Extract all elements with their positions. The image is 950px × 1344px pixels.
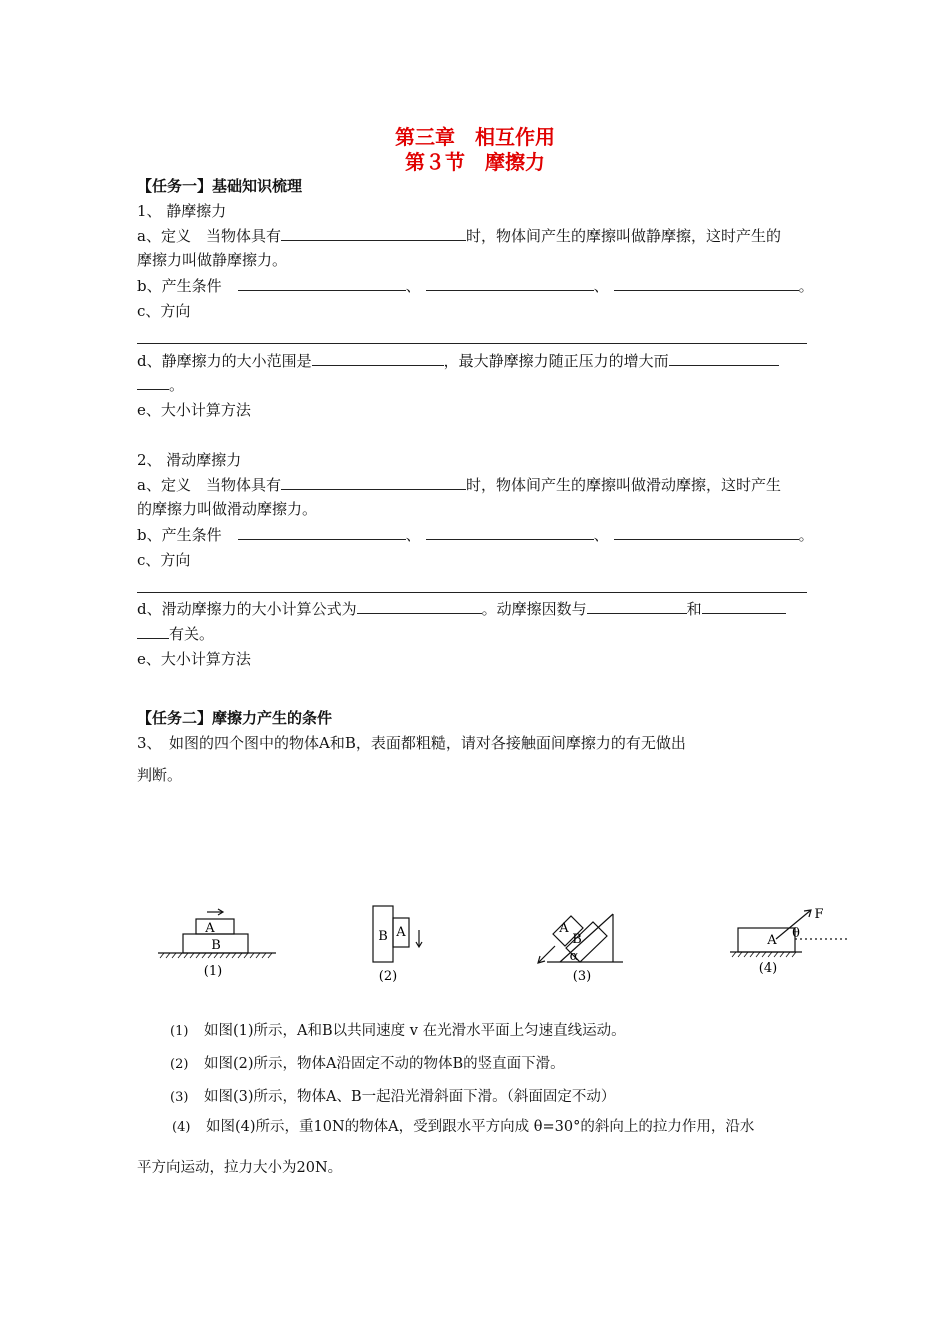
blank[interactable] — [669, 351, 779, 366]
blank[interactable] — [238, 276, 406, 291]
answer-line[interactable] — [137, 343, 807, 344]
blank[interactable] — [614, 525, 799, 540]
figure-4 — [730, 910, 848, 957]
angle-alpha-label: α — [569, 949, 579, 964]
item-number: (4) — [172, 1120, 191, 1135]
block-b-label: B — [378, 929, 388, 944]
sliding-calc: e、大小计算方法 — [137, 650, 251, 668]
label: b、产生条件 — [137, 277, 222, 295]
blank[interactable] — [137, 375, 169, 390]
list-item — [170, 1019, 626, 1040]
blank[interactable] — [312, 351, 444, 366]
static-definition-cont: 摩擦力叫做静摩擦力。 — [137, 251, 288, 269]
sep: 。 — [798, 526, 814, 544]
blank[interactable] — [281, 475, 466, 490]
figure-4-caption: (4) — [758, 961, 778, 976]
static-conditions — [137, 276, 814, 296]
blank[interactable] — [137, 624, 169, 639]
static-definition — [137, 226, 781, 246]
section-title: 第３节 摩擦力 — [405, 150, 545, 174]
blank[interactable] — [614, 276, 799, 291]
item-text: 如图(4)所示，重10N的物体A，受到跟水平方向成 θ=30°的斜向上的拉力作用，沿水 — [206, 1119, 755, 1135]
answer-line[interactable] — [137, 592, 807, 593]
sep: 、 — [405, 526, 421, 544]
label: a、定义 当物体具有 — [137, 476, 281, 494]
figure-1-caption: (1) — [203, 964, 223, 979]
item-text: 如图(1)所示，A和B以共同速度 v 在光滑水平面上匀速直线运动。 — [204, 1023, 626, 1039]
static-direction: c、方向 — [137, 302, 191, 320]
label: 有关。 — [169, 625, 215, 643]
label: 时，物体间产生的摩擦叫做静摩擦，这时产生的 — [465, 227, 781, 245]
static-range-cont — [137, 375, 184, 395]
chapter-title: 第三章 相互作用 — [395, 125, 555, 149]
block-a-label: A — [205, 921, 215, 936]
sliding-conditions — [137, 525, 814, 545]
list-item — [170, 1052, 565, 1073]
item-number: (1) — [170, 1024, 189, 1039]
sliding-formula — [137, 599, 786, 619]
sep: 、 — [405, 277, 421, 295]
blank[interactable] — [587, 599, 687, 614]
blank[interactable] — [426, 276, 594, 291]
question-3-cont: 判断。 — [137, 766, 183, 784]
list-item — [172, 1115, 754, 1136]
figure-3-caption: (3) — [572, 969, 592, 984]
blank[interactable] — [702, 599, 786, 614]
question-3: 3、 如图的四个图中的物体A和B，表面都粗糙，请对各接触面间摩擦力的有无做出 — [137, 734, 686, 752]
label: 时，物体间产生的摩擦叫做滑动摩擦，这时产生 — [465, 476, 781, 494]
block-b-label: B — [572, 932, 582, 947]
item-text: 如图(2)所示，物体A沿固定不动的物体B的竖直面下滑。 — [204, 1056, 565, 1072]
friction-figures — [150, 900, 870, 990]
label: a、定义 当物体具有 — [137, 227, 281, 245]
sep: 、 — [593, 277, 609, 295]
block-a-label: A — [767, 933, 777, 948]
sliding-direction: c、方向 — [137, 551, 191, 569]
label: b、产生条件 — [137, 526, 222, 544]
static-range — [137, 351, 779, 371]
angle-theta-label: θ — [792, 926, 800, 941]
sep: 。 — [798, 277, 814, 295]
static-calc: e、大小计算方法 — [137, 401, 251, 419]
label: 。 — [169, 376, 185, 394]
sliding-formula-cont — [137, 624, 214, 644]
label: 。动摩擦因数与 — [481, 600, 587, 618]
item-number: (3) — [170, 1090, 189, 1105]
sliding-friction-title: 2、 滑动摩擦力 — [137, 451, 242, 469]
list-item — [170, 1085, 615, 1106]
label: ，最大静摩擦力随正压力的增大而 — [443, 352, 669, 370]
blank[interactable] — [238, 525, 406, 540]
sliding-definition — [137, 475, 781, 495]
item-text: 如图(3)所示，物体A、B一起沿光滑斜面下滑。（斜面固定不动） — [204, 1089, 616, 1105]
blank[interactable] — [357, 599, 482, 614]
block-a-label: A — [396, 925, 406, 940]
label: 和 — [686, 600, 702, 618]
task2-heading: 【任务二】摩擦力产生的条件 — [137, 709, 333, 727]
label: d、静摩擦力的大小范围是 — [137, 352, 312, 370]
force-f-label: F — [814, 907, 824, 922]
item-number: (2) — [170, 1057, 189, 1072]
sliding-definition-cont: 的摩擦力叫做滑动摩擦力。 — [137, 500, 318, 518]
sep: 、 — [593, 526, 609, 544]
block-b-label: B — [211, 938, 221, 953]
task1-heading: 【任务一】基础知识梳理 — [137, 177, 303, 195]
static-friction-title: 1、 静摩擦力 — [137, 202, 227, 220]
blank[interactable] — [281, 226, 466, 241]
label: d、滑动摩擦力的大小计算公式为 — [137, 600, 357, 618]
blank[interactable] — [426, 525, 594, 540]
figure-2-caption: (2) — [378, 969, 398, 984]
list-item-cont: 平方向运动，拉力大小为20N。 — [137, 1160, 343, 1176]
block-a-label: A — [559, 921, 569, 936]
